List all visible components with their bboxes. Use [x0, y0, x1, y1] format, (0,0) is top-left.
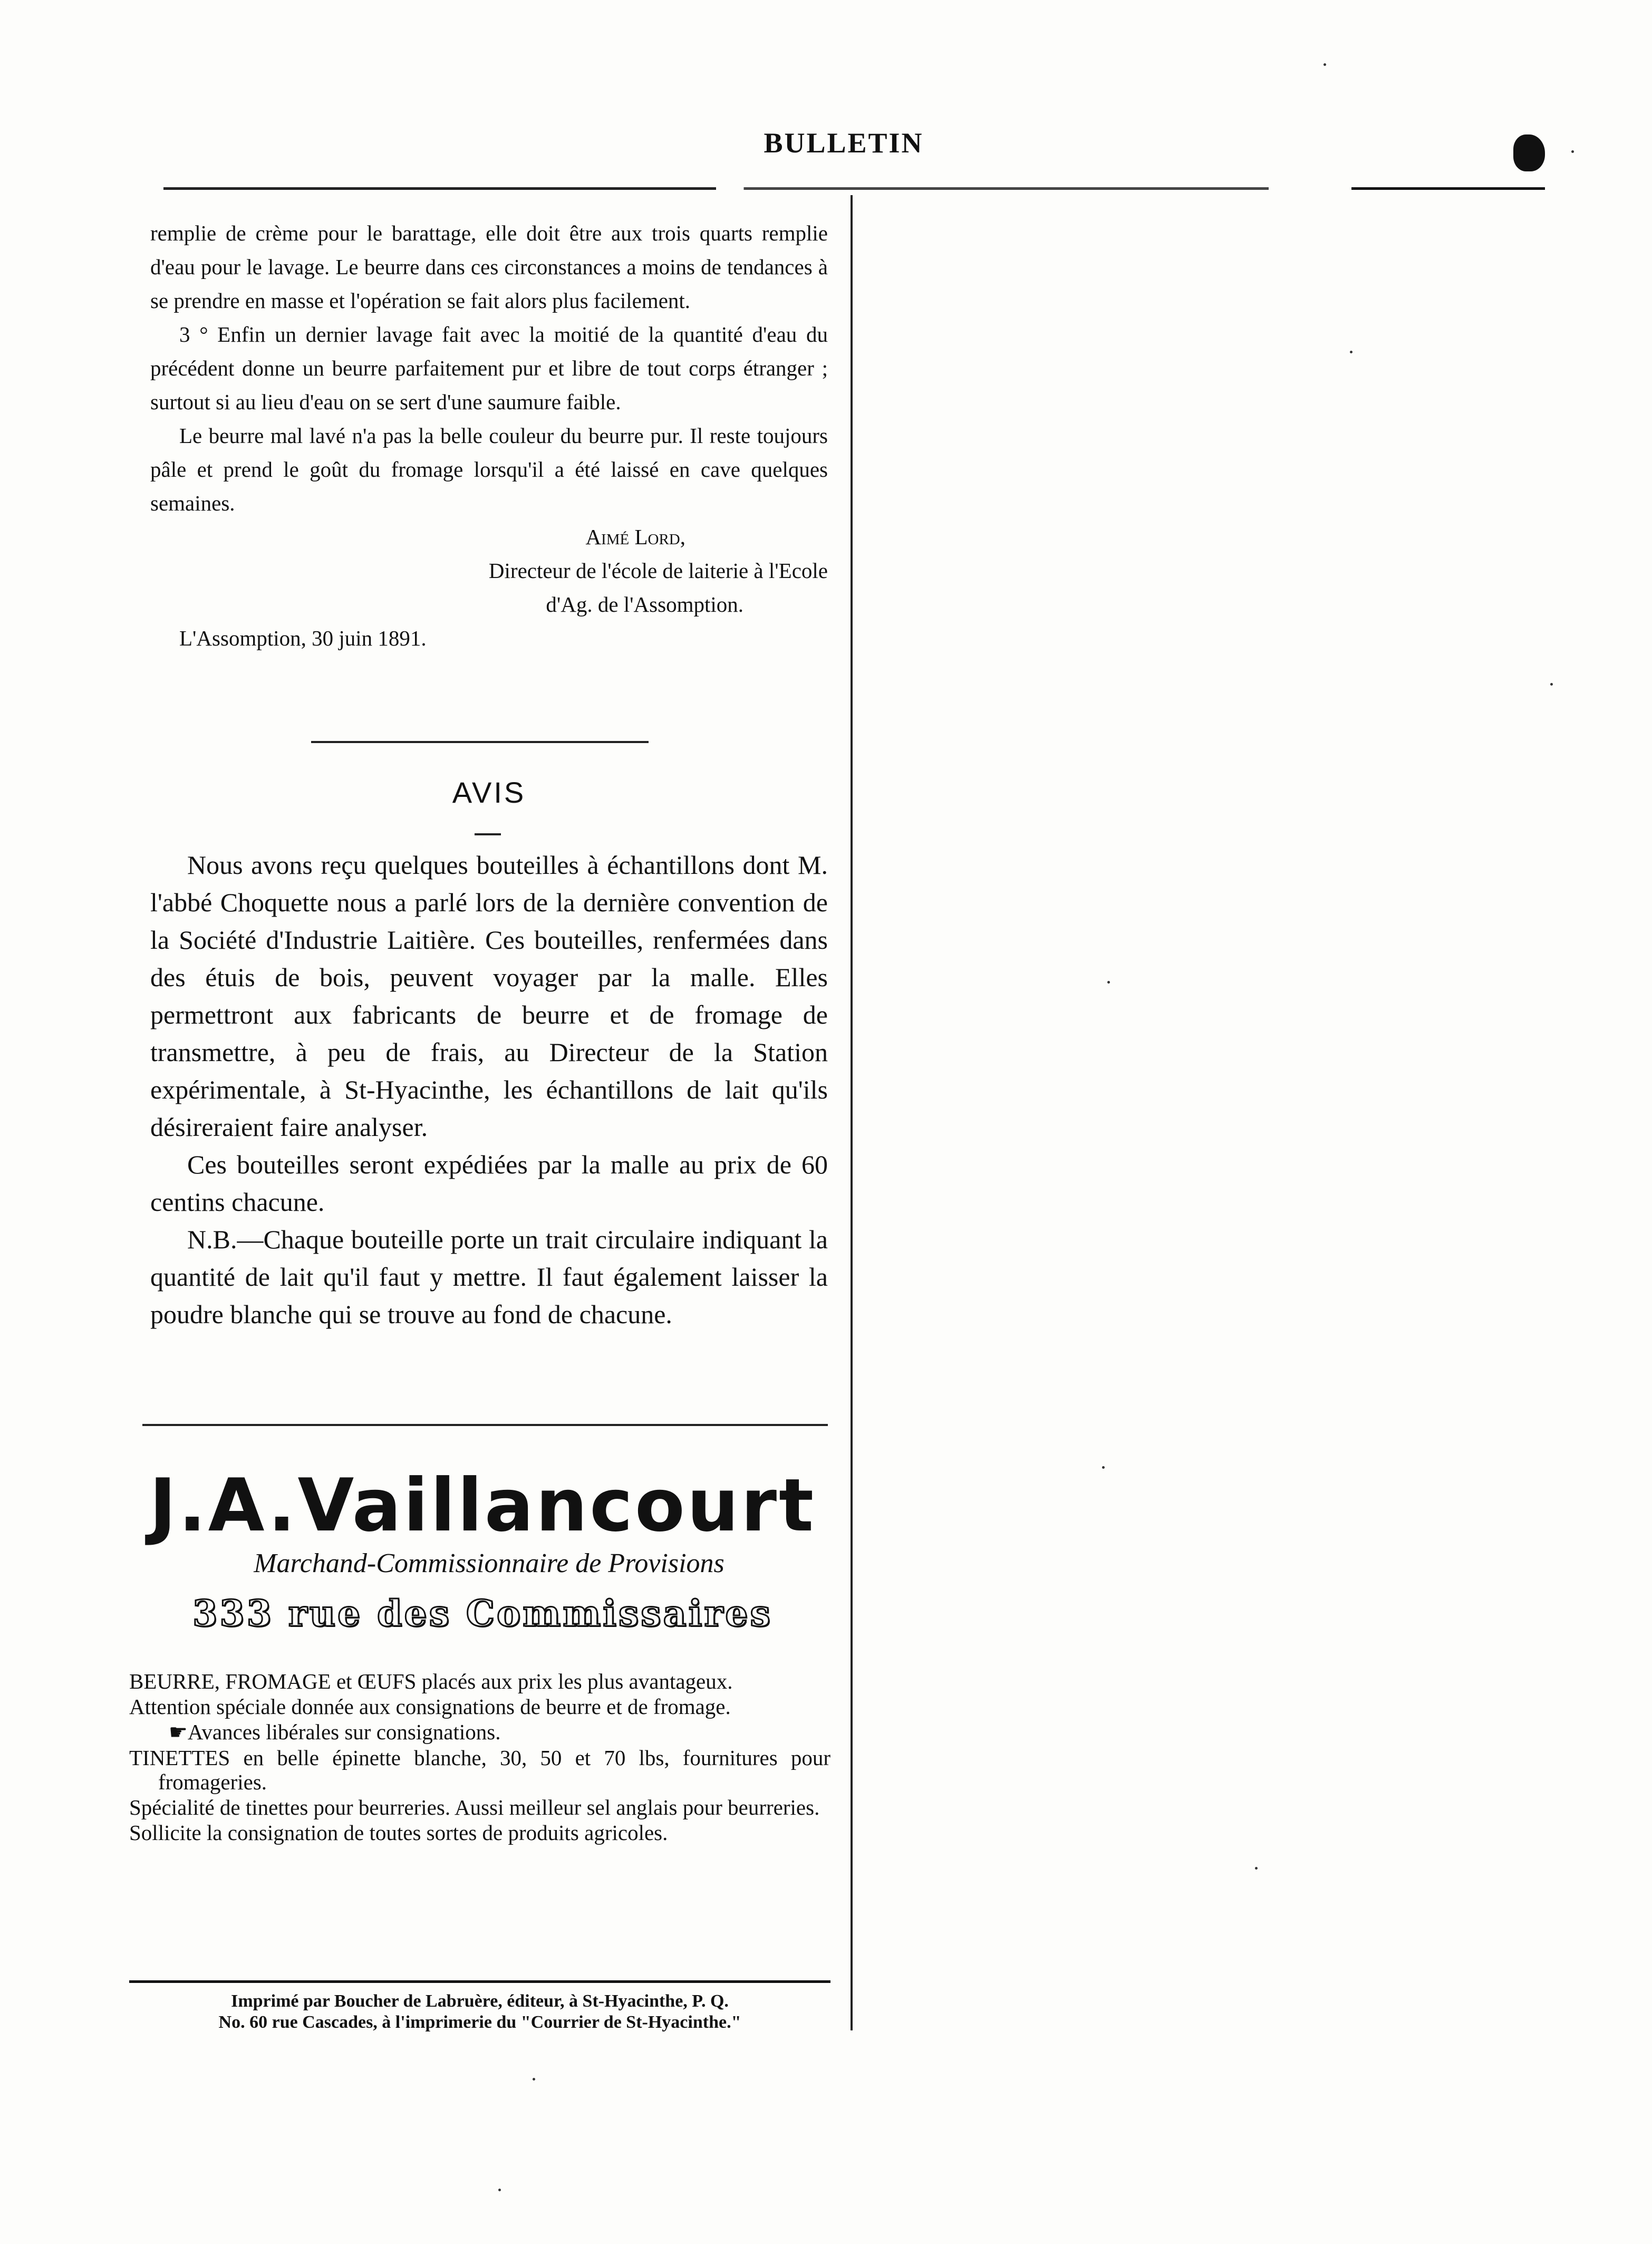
avis-paragraph: Ces bouteilles seront expédiées par la malle au prix de 60 centins chacune.	[150, 1150, 828, 1217]
scan-speck	[1571, 150, 1574, 153]
ad-line: Sollicite la consignation de toutes sortes de produits agricoles.	[129, 1821, 668, 1845]
advertisement-address: 333 rue des Commissaires	[192, 1593, 772, 1635]
avis-heading: AVIS	[452, 776, 526, 809]
signature-place-date: L'Assomption, 30 juin 1891.	[179, 626, 427, 650]
avis-paragraph: Nous avons reçu quelques bouteilles à échantillons dont M. l'abbé Choquette nous a parlé lors de la dernière convention de la Société d'Industrie Laitière. Ces bouteilles, renfermées dans des étuis de bois, peuvent voyager par la malle. Elles permettront aux fabricants de beurre et de fromage de transmettre, à peu de frais, au Directeur de la Station expérimentale, à St-Hyacinthe, les échantillons de lait qu'ils désireraient faire analyser.	[150, 850, 828, 1142]
avis-paragraph: N.B.—Chaque bouteille porte un trait circulaire indiquant la quantité de lait qu'il faut y mettre. Il faut également laisser la poudre blanche qui se trouve au fond de chacune.	[150, 1225, 828, 1329]
scan-speck	[498, 2189, 501, 2191]
scan-speck	[1350, 351, 1352, 353]
imprint	[129, 1991, 830, 2033]
signature-title-line2: d'Ag. de l'Assomption.	[546, 592, 743, 617]
page-ink-mark	[1513, 134, 1545, 171]
imprint-line2: No. 60 rue Cascades, à l'imprimerie du "Courrier de St-Hyacinthe."	[218, 2012, 741, 2032]
article-paragraph: 3 ° Enfin un dernier lavage fait avec la moitié de la quantité d'eau du précédent donne un beurre parfaitement pur et libre de tout corps étranger ; surtout si au lieu d'eau on se sert d'une saumure faible.	[150, 322, 828, 414]
scan-speck	[1550, 683, 1553, 686]
advertisement-subtitle: Marchand-Commissionnaire de Provisions	[254, 1548, 724, 1578]
advertisement-top-rule	[142, 1424, 828, 1426]
ad-line: BEURRE, FROMAGE et ŒUFS placés aux prix les plus avantageux.	[129, 1669, 733, 1693]
imprint-line1: Imprimé par Boucher de Labruère, éditeur, à St-Hyacinthe, P. Q.	[231, 1991, 729, 2011]
avis-body	[150, 846, 828, 1333]
article-continuation	[150, 216, 828, 655]
avis-heading-dash	[475, 833, 501, 835]
scan-speck	[1323, 63, 1326, 66]
header-rule	[163, 187, 1545, 190]
ad-line-with-icon	[129, 1720, 830, 1745]
scan-speck	[1107, 981, 1110, 984]
ad-line: Attention spéciale donnée aux consignations de beurre et de fromage.	[129, 1694, 731, 1719]
ad-line: Avances libérales sur consignations.	[187, 1720, 501, 1744]
article-paragraph: remplie de crème pour le barattage, elle doit être aux trois quarts remplie d'eau pour le lavage. Le beurre dans ces circonstances a moins de tendances à se prendre en masse et l'opération se fait alors plus facilement.	[150, 221, 828, 313]
article-paragraph: Le beurre mal lavé n'a pas la belle couleur du beurre pur. Il reste toujours pâle et prend le goût du fromage lorsqu'il a été laissé en cave quelques semaines.	[150, 423, 828, 515]
page-header-title: BULLETIN	[764, 127, 924, 159]
column-divider	[851, 195, 853, 2030]
ad-line: Spécialité de tinettes pour beurreries. Aussi meilleur sel anglais pour beurreries.	[129, 1795, 820, 1819]
pointing-hand-icon: ☛	[169, 1720, 188, 1744]
imprint-rule	[129, 1980, 830, 1983]
advertisement-brand: J.A.Vaillancourt	[149, 1463, 816, 1548]
signature-name: Aimé Lord,	[585, 525, 685, 549]
scan-speck	[1102, 1466, 1105, 1469]
ad-line: TINETTES en belle épinette blanche, 30, 50 et 70 lbs, fournitures pour fromageries.	[129, 1746, 830, 1794]
section-divider	[311, 741, 649, 743]
signature-title-line1: Directeur de l'école de laiterie à l'Ecole	[488, 558, 828, 583]
scan-speck	[1255, 1867, 1258, 1870]
scan-speck	[533, 2078, 535, 2081]
advertisement-details	[129, 1669, 830, 1846]
